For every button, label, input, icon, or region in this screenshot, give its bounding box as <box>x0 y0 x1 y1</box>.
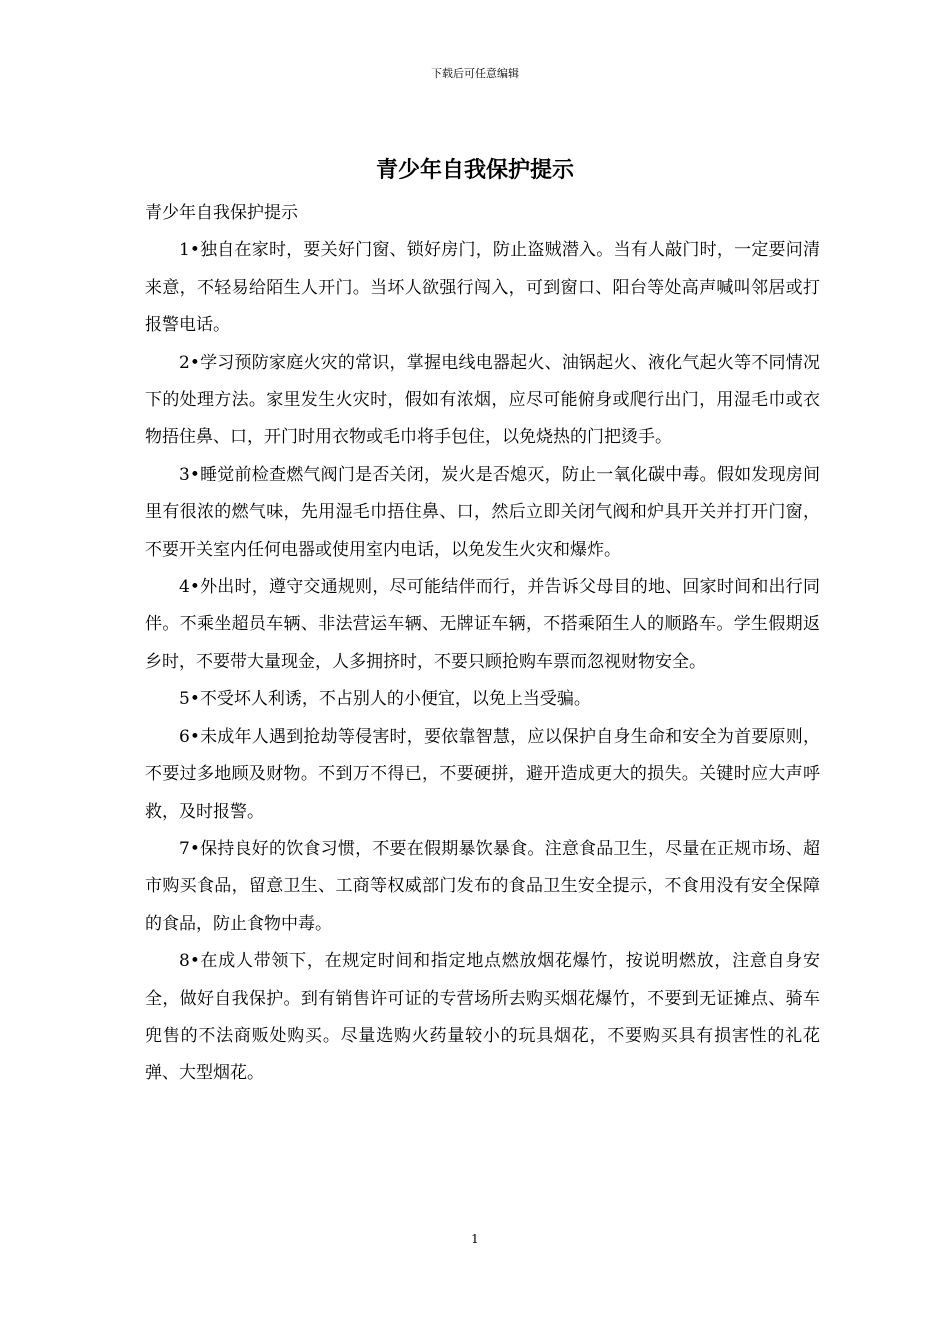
header-note: 下载后可任意编辑 <box>431 67 519 80</box>
tip-paragraph-8: 8•在成人带领下，在规定时间和指定地点燃放烟花爆竹，按说明燃放，注意自身安全，做好自我保护。到有销售许可证的专营场所去购买烟花爆竹，不要到无证摊点、骑车兜售的不法商贩处购买。尽量选购火药量较小的玩具烟花，不要购买具有损害性的礼花弹、大型烟花。 <box>145 951 820 1084</box>
tip-paragraph-7: 7•保持良好的饮食习惯，不要在假期暴饮暴食。注意食品卫生，尽量在正规市场、超市购买食品，留意卫生、工商等权威部门发布的食品卫生安全提示，不食用没有安全保障的食品，防止食物中毒。 <box>145 838 820 934</box>
document-body <box>145 195 820 1093</box>
tip-paragraph-2: 2•学习预防家庭火灾的常识，掌握电线电器起火、油锅起火、液化气起火等不同情况下的处理方法。家里发生火灾时，假如有浓烟，应尽可能俯身或爬行出门，用湿毛巾或衣物捂住鼻、口，开门时用衣物或毛巾将手包住，以免烧热的门把烫手。 <box>145 352 820 448</box>
tip-paragraph-6: 6•未成年人遇到抢劫等侵害时，要依靠智慧，应以保护自身生命和安全为首要原则，不要过多地顾及财物。不到万不得已，不要硬拼，避开造成更大的损失。关键时应大声呼救，及时报警。 <box>145 726 820 822</box>
tip-paragraph-1: 1•独自在家时，要关好门窗、锁好房门，防止盗贼潜入。当有人敲门时，一定要问清来意，不轻易给陌生人开门。当坏人欲强行闯入，可到窗口、阳台等处高声喊叫邻居或打报警电话。 <box>145 240 820 336</box>
page-number: 1 <box>471 1232 479 1246</box>
tip-paragraph-4: 4•外出时，遵守交通规则，尽可能结伴而行，并告诉父母目的地、回家时间和出行同伴。不乘坐超员车辆、非法营运车辆、无牌证车辆，不搭乘陌生人的顺路车。学生假期返乡时，不要带大量现金，人多拥挤时，不要只顾抢购车票而忽视财物安全。 <box>145 577 820 672</box>
tip-paragraph-5: 5•不受坏人利诱，不占别人的小便宜，以免上当受骗。 <box>179 689 591 710</box>
tip-paragraph-3: 3•睡觉前检查燃气阀门是否关闭，炭火是否熄灭，防止一氧化碳中毒。假如发现房间里有很浓的燃气味，先用湿毛巾捂住鼻、口，然后立即关闭气阀和炉具开关并打开门窗，不要开关室内任何电器或使用室内电话，以免发生火灾和爆炸。 <box>145 464 820 560</box>
document-subtitle: 青少年自我保护提示 <box>145 203 298 223</box>
document-title: 青少年自我保护提示 <box>375 157 574 183</box>
